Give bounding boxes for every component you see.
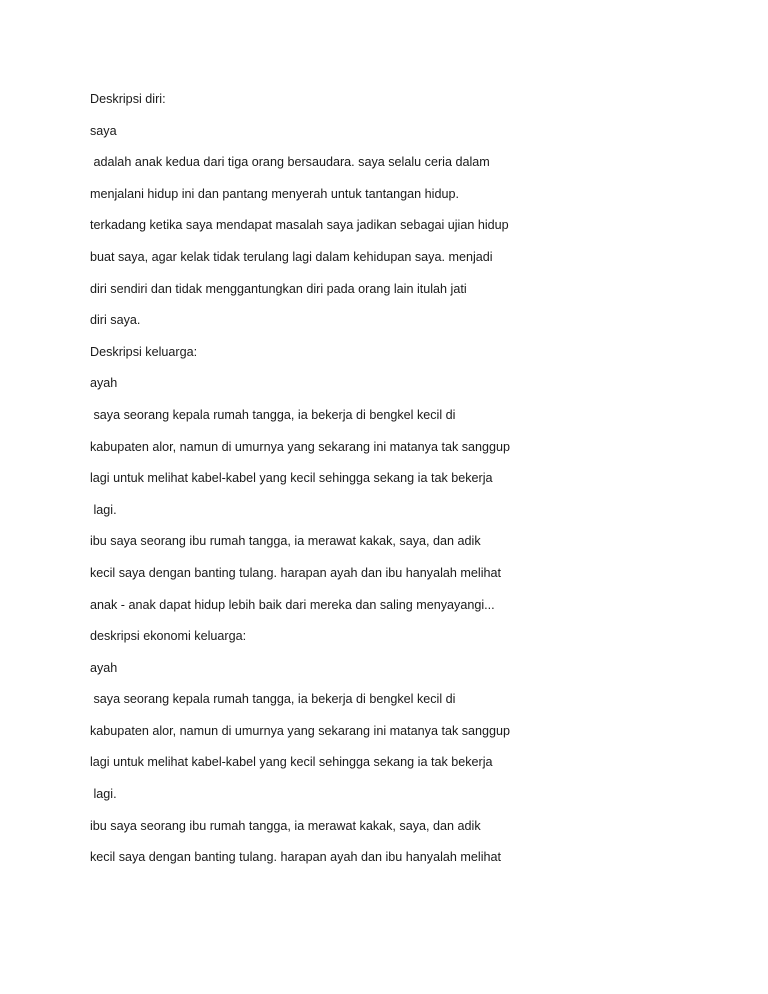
text-line: kabupaten alor, namun di umurnya yang sekarang ini matanya tak sanggup [90,439,511,454]
document-body [90,89,690,879]
heading-deskripsi-keluarga: Deskripsi keluarga: [90,344,198,359]
text-line: buat saya, agar kelak tidak terulang lagi dalam kehidupan saya. menjadi [90,249,493,264]
text-line: ayah [90,660,118,675]
text-line: lagi untuk melihat kabel-kabel yang kecil sehingga sekang ia tak bekerja [90,471,493,486]
text-line: diri sendiri dan tidak menggantungkan diri pada orang lain itulah jati [90,281,467,296]
text-line: ibu saya seorang ibu rumah tangga, ia merawat kakak, saya, dan adik [90,818,481,833]
text-line: kecil saya dengan banting tulang. harapan ayah dan ibu hanyalah melihat [90,850,502,865]
text-line: menjalani hidup ini dan pantang menyerah untuk tantangan hidup. [90,186,459,201]
text-line: kabupaten alor, namun di umurnya yang sekarang ini matanya tak sanggup [90,723,511,738]
heading-deskripsi-diri: Deskripsi diri: [90,92,166,106]
text-line: lagi. [90,787,117,802]
text-line: diri saya. [90,313,141,328]
text-line: saya seorang kepala rumah tangga, ia bekerja di bengkel kecil di [90,407,456,422]
text-line: ibu saya seorang ibu rumah tangga, ia merawat kakak, saya, dan adik [90,534,481,549]
text-line: ayah [90,376,118,391]
text-line: lagi. [90,502,117,517]
text-line: saya [90,123,117,138]
text-line: lagi untuk melihat kabel-kabel yang kecil sehingga sekang ia tak bekerja [90,755,493,770]
text-line: kecil saya dengan banting tulang. harapan ayah dan ibu hanyalah melihat [90,565,502,580]
text-line: saya seorang kepala rumah tangga, ia bekerja di bengkel kecil di [90,692,456,707]
text-line: terkadang ketika saya mendapat masalah saya jadikan sebagai ujian hidup [90,218,509,233]
text-line: adalah anak kedua dari tiga orang bersaudara. saya selalu ceria dalam [90,155,490,170]
heading-deskripsi-ekonomi-keluarga: deskripsi ekonomi keluarga: [90,629,247,644]
text-line: anak - anak dapat hidup lebih baik dari mereka dan saling menyayangi... [90,597,495,612]
